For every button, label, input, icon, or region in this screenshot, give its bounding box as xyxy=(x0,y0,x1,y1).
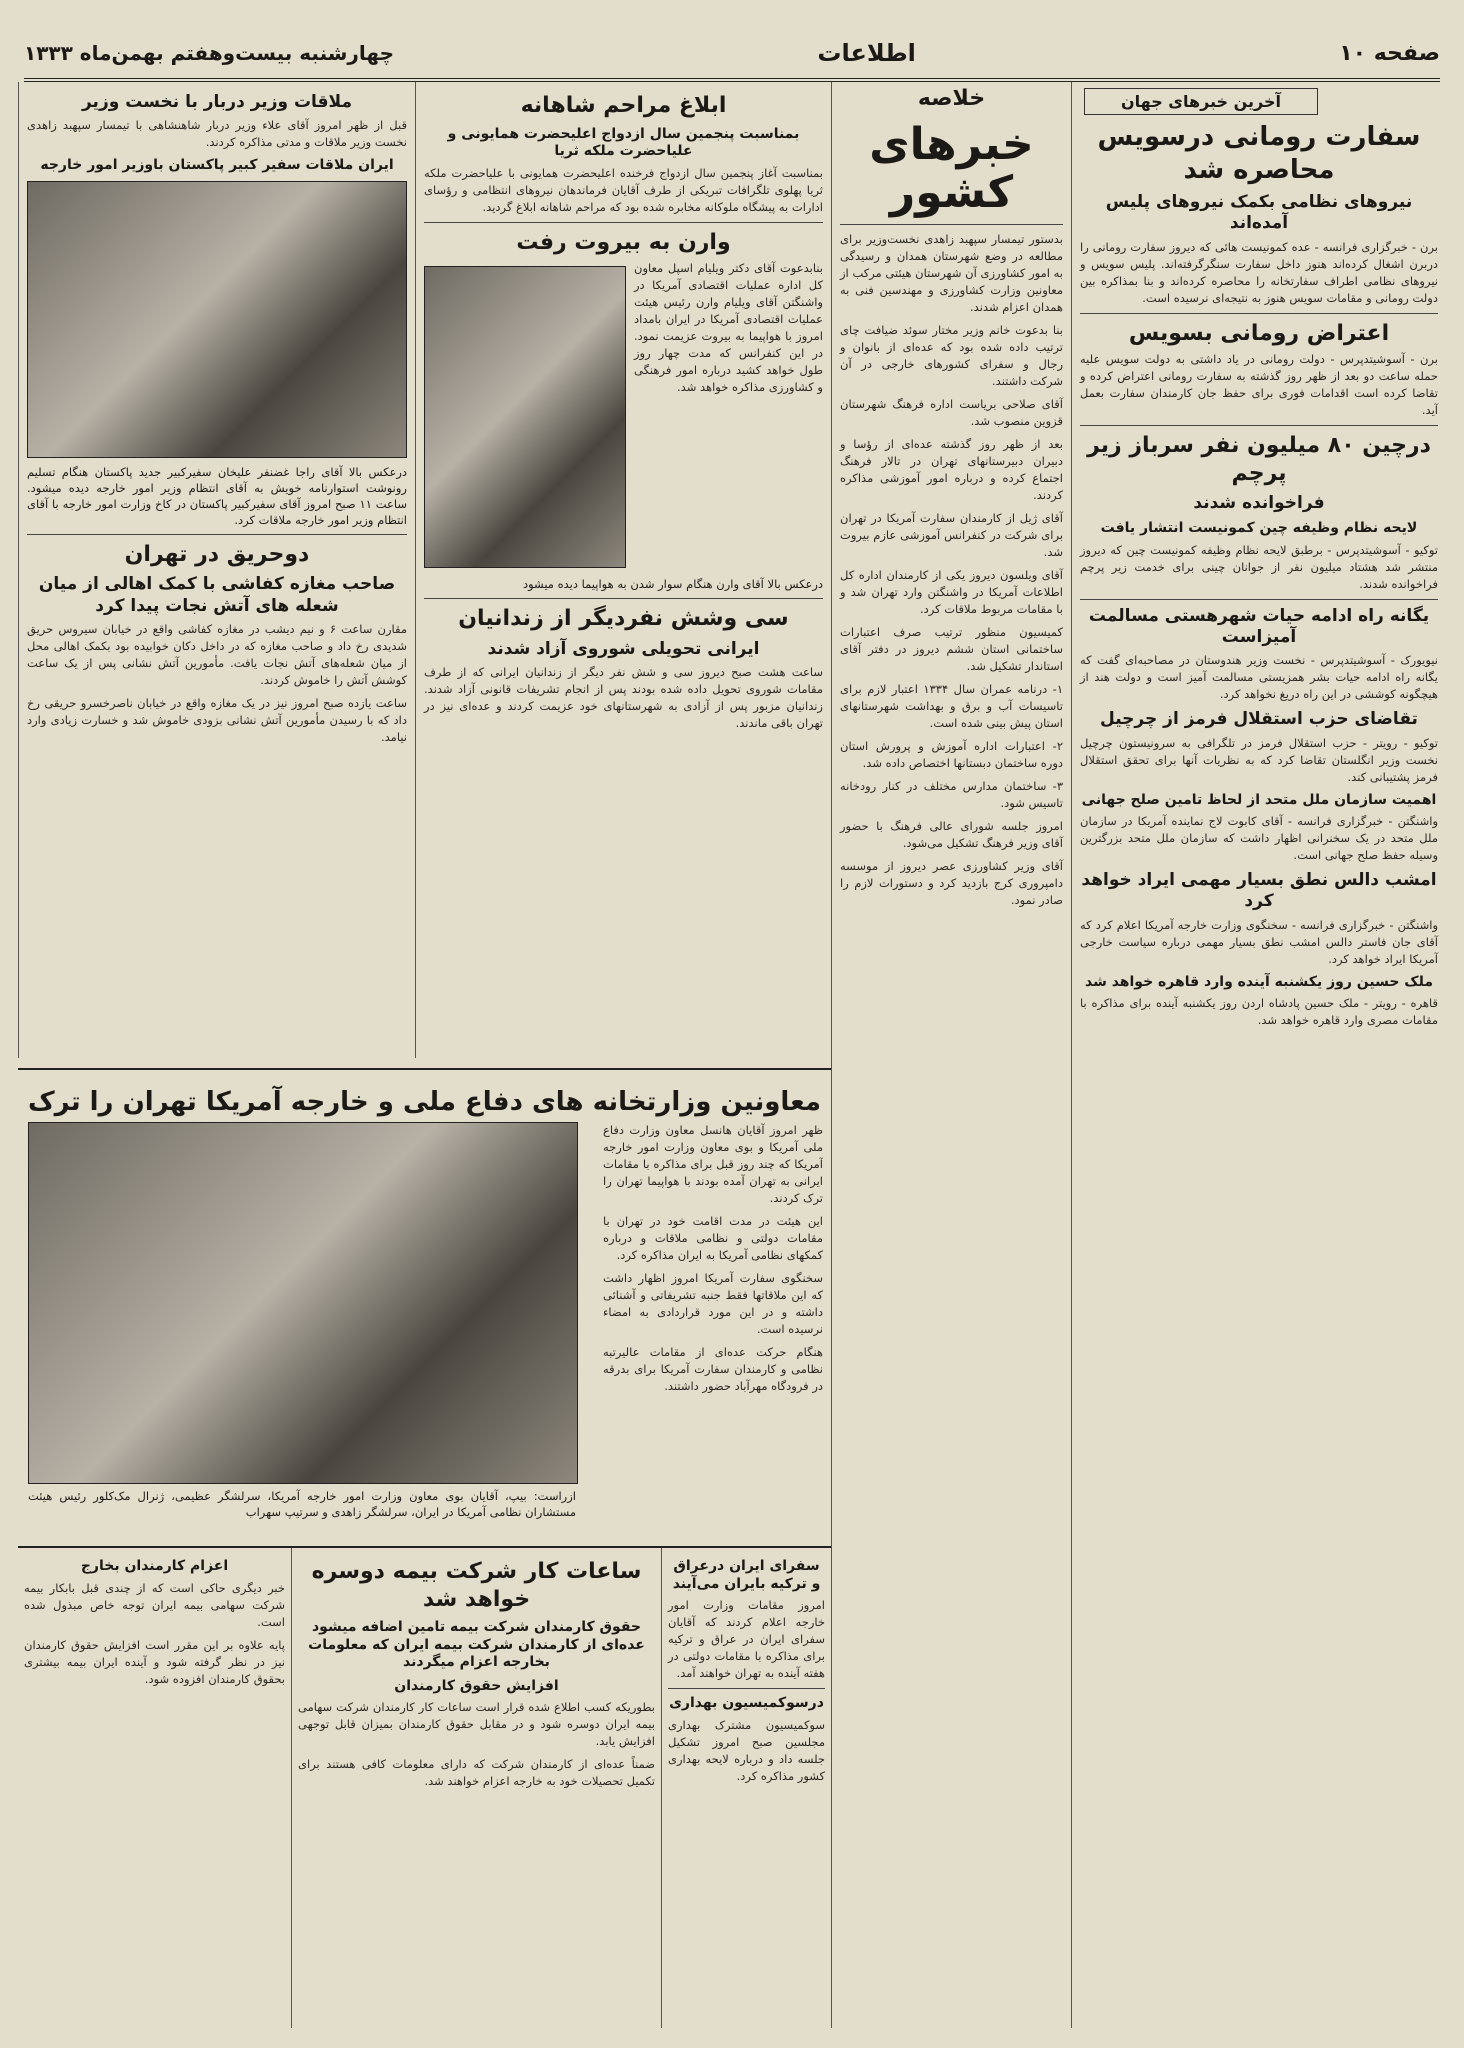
us-officials-text xyxy=(603,1122,823,1540)
article-two-fires: مقارن ساعت ۶ و نیم دیشب در مغازه کفاشی واقع در خیابان سیروس حریق شدیدی رخ داد و صاحب مغازه که در داخل دکان خوابیده بود بکمک اهالی محل از میان شعله‌های آتش نجات یافت. مأمورین آتش نشانی پس از یک ساعت کوشش آتش را خاموش کردند. xyxy=(27,621,407,687)
subhead-romania-embassy: نیروهای نظامی بکمک نیروهای پلیس آمده‌اند xyxy=(1105,192,1413,234)
article-us-officials: ظهر امروز آقایان هانسل معاون وزارت دفاع ملی آمریکا و بوی معاون وزارت امور خارجه آمریکا که چند روز قبل برای مذاکره با مقامات ایرانی به تهران آمده بودند با هواپیما تهران را ترک کردند. xyxy=(603,1123,823,1205)
caption-pakistan-ambassador: درعکس بالا آقای راجا غضنفر علیخان سفیرکبیر جدید پاکستان هنگام تسلیم رونوشت استوارنامه خویش به آقای انتظام وزیر امور خارجه دیده میشود. ساعت ۱۱ صبح امروز آقای سفیرکبیر پاکستان در کاخ وزارت امور خارجه با آقای انتظام وزیر امور خارجه ملاقات کرد. xyxy=(27,464,408,527)
headline-prisoners: سی وشش نفردیگر از زندانیان xyxy=(458,606,789,631)
article-dulles: واشنگتن - خبرگزاری فرانسه - سخنگوی وزارت خارجه آمریکا اعلام کرد که آقای جان فاستر دالس امشب نطق بسیار مهمی درباره سیاست خارجی آمریکا ایراد خواهد کرد. xyxy=(1080,917,1438,966)
newspaper-name: اطلاعات xyxy=(817,39,916,67)
subhead-royal-message: بمناسبت پنجمین سال ازدواج اعلیحضرت همایونی و علیاحضرت ملکه ثریا xyxy=(447,125,800,159)
headline-warren-beirut: وارن به بیروت رفت xyxy=(516,229,731,255)
article-us-officials-3: سخنگوی سفارت آمریکا امروز اظهار داشت که این ملاقاتها فقط جنبه تشریفاتی و آشنائی داشته و در این مورد قراردادی به امضاء نرسیده است. xyxy=(603,1271,823,1336)
headline-staff-abroad: اعزام کارمندان بخارج xyxy=(80,1558,229,1574)
photo-us-officials-airport xyxy=(28,1122,578,1484)
divider xyxy=(668,1688,825,1689)
us-officials-band xyxy=(18,1068,831,1548)
article-warren-beirut: بنابدعوت آقای دکتر ویلیام اسپل معاون کل اداره عملیات اقتصادی آمریکا در واشنگتن آقای ویلیام وارن رئیس هیئت عملیات اقتصادی آمریکا در ایران بامداد امروز با هواپیما به بیروت عزیمت نمود. در این کنفرانس که مدت چهار روز طول خواهد کشید درباره امور فرهنگی و کشاورزی مذاکره خواهد شد. xyxy=(634,261,823,394)
domestic-news-title-small: خلاصه xyxy=(917,86,986,111)
headline-ambassadors: سفرای ایران درعراق و ترکیه بایران می‌آیند xyxy=(672,1558,821,1592)
headline-us-officials: معاونین وزارتخانه های دفاع ملی و خارجه آمریکا تهران را ترک xyxy=(28,1087,821,1117)
staff-abroad-column xyxy=(18,1548,291,2028)
insurance-column xyxy=(291,1548,661,2028)
domestic-item: بعد از ظهر روز گذشته عده‌ای از رؤسا و دبیران دبیرستانهای تهران در تالار فرهنگ اجتماع کرده و درباره امور آموزشی مذاکره کردند. xyxy=(840,436,1063,502)
divider xyxy=(1080,599,1438,600)
article-staff-abroad-2: پایه علاوه بر این مقرر است افزایش حقوق کارمندان نیز در نظر گرفته شود و آینده ایران بیمه بیشتری بحقوق کارمندان افزوده شود. xyxy=(24,1637,285,1686)
royal-news-column xyxy=(415,82,831,1058)
article-health-commission: سوکمیسیون مشترک بهداری مجلسین صبح امروز تشکیل جلسه داد و درباره لایحه بهداری کشور مذاکره کرد. xyxy=(668,1717,825,1783)
world-news-box-title: آخرین خبرهای جهان xyxy=(1084,88,1318,115)
article-formosa: توکیو - رویتر - حزب استقلال فرمز در تلگرافی به سرونیستون چرچیل نخست وزیر انگلستان تقاضا کرد که به نظریات آنها برای تحقق استقلال فرمز پشتیبانی کند. xyxy=(1080,735,1438,784)
article-romania-embassy: برن - خبرگزاری فرانسه - عده کمونیست هائی که دیروز سفارت رومانی را دربرن اشغال کرده‌اند هنوز داخل سفارت سنگرگرفته‌اند. پلیس سویس و نیروهای نظامی اطراف سفارتخانه را محاصره کرده‌اند و بنا بمذاکره بین دولت رومانی و مقامات سویس هنوز به نتیجه‌ای نرسیده است. xyxy=(1080,239,1438,305)
domestic-item: کمیسیون منظور ترتیب صرف اعتبارات ساختمانی استان ششم دیروز در دفتر آقای استاندار تشکیل شد. xyxy=(840,624,1063,673)
divider xyxy=(1080,313,1438,314)
page-number: صفحه ۱۰ xyxy=(1339,40,1440,66)
caption-us-officials: ازراست: بیپ، آقایان بوی معاون وزارت امور خارجه آمریکا، سرلشگر عظیمی، ژنرال مک‌کلور رئیس هیئت مستشاران نظامی آمریکا در ایران، سرلشگر زاهدی و سرتیپ سهراب xyxy=(28,1489,576,1519)
headline-insurance: ساعات کار شرکت بیمه دوسره خواهد شد xyxy=(311,1559,642,1612)
headline-two-fires: دوحریق در تهران xyxy=(124,541,310,567)
domestic-news-title: خبرهای کشور xyxy=(869,119,1034,219)
article-two-fires-2: ساعت یازده صبح امروز نیز در یک مغازه واقع در خیابان ناصرخسرو حریقی رخ داد که با رسیدن مأمورین آتش نشانی بزودی خاموش شد و خسارت زیادی وارد نیامد. xyxy=(27,695,407,744)
divider xyxy=(27,534,407,535)
court-news-column xyxy=(18,82,415,1058)
article-china-draft: توکیو - آسوشیتدپرس - برطبق لایحه نظام وظیفه کمونیست چین که دیروز منتشر شد هشتاد میلیون نفر از جوانان چینی برای خدمت زیر پرچم فراخوانده شدند. xyxy=(1080,542,1438,591)
headline-salary-increase: افزایش حقوق کارمندان xyxy=(394,1677,559,1694)
headline-health-commission: درسوکمیسیون بهداری xyxy=(669,1695,824,1711)
article-un: واشنگتن - خبرگزاری فرانسه - آقای کابوت لاج نماینده آمریکا در سازمان ملل متحد در یک سخنرانی اظهار داشت که سازمان ملل متحد بزرگترین وسیله حفظ صلح جهانی است. xyxy=(1080,814,1438,862)
domestic-item: ۳- ساختمان مدارس مختلف در کنار رودخانه تاسیس شود. xyxy=(840,778,1063,810)
domestic-item: بنا بدعوت خانم وزیر مختار سوئد ضیافت چای ترتیب داده شده بود که عده‌ای از بانوان و رجال و سفرای کشورهای خارجی در آن شرکت داشتند. xyxy=(840,322,1063,388)
divider xyxy=(1080,425,1438,426)
divider xyxy=(424,222,823,223)
headline-royal-message: ابلاغ مراحم شاهانه xyxy=(520,93,727,118)
article-court-minister: قبل از ظهر امروز آقای علاء وزیر دربار شاهنشاهی با تیمسار سپهبد زاهدی نخست وزیر ملاقات و مدتی مذاکره کردند. xyxy=(27,118,407,150)
headline-court-minister: ملاقات وزیر دربار با نخست وزیر xyxy=(81,92,352,112)
headline-king-hussein: ملک حسین روز یکشنبه آینده وارد قاهره خواهد شد xyxy=(1084,973,1434,990)
ambassadors-column xyxy=(661,1548,831,2028)
article-romania-protest: برن - آسوشیتدپرس - دولت رومانی در یاد داشتی به دولت سویس علیه حمله ساعت دو بعد از ظهر روز گذشته به سفارت رومانی اعتراض کرده و تقاضا کرده است اقدامات فوری برای حفظ جان کارمندان سفارت بعمل آید. xyxy=(1080,352,1438,417)
domestic-item: ۲- اعتبارات اداره آموزش و پرورش استان دوره ساختمان دبستانها اختصاص داده شد. xyxy=(840,738,1063,770)
subhead-prisoners: ایرانی تحویلی شوروی آزاد شدند xyxy=(487,638,760,659)
subhead2-china-draft: لایحه نظام وظیفه چین کمونیست انتشار یافت xyxy=(1100,520,1418,537)
headline-romania-protest: اعتراض رومانی بسویس xyxy=(1128,320,1390,346)
domestic-item: ۱- درنامه عمران سال ۱۳۳۴ اعتبار لازم برای تاسیسات آب و برق و بهداشت شهرستانهای استان پیش بینی شده است. xyxy=(840,681,1064,730)
divider xyxy=(840,224,1063,225)
subhead-two-fires: صاحب مغازه کفاشی با کمک اهالی از میان شعله های آتش نجات پیدا کرد xyxy=(38,574,396,616)
photo-pakistan-ambassador xyxy=(27,181,407,458)
headline-formosa: تقاضای حزب استقلال فرمز از چرچیل xyxy=(1100,709,1418,730)
article-coexistence: نیویورک - آسوشیتدپرس - نخست وزیر هندوستان در مصاحبه‌ای گفت که یگانه راه ادامه حیات بشر همزیستی مسالمت آمیز است و دولت هند از هیچگونه کوششی در این راه دریغ نخواهد کرد. xyxy=(1080,653,1438,702)
subhead-insurance: حقوق کارمندان شرکت بیمه تامین اضافه میشود عده‌ای از کارمندان شرکت بیمه ایران که معلومات بخارجه اعزام میگردند xyxy=(308,1619,645,1670)
article-prisoners: ساعت هشت صبح دیروز سی و شش نفر دیگر از زندانیان ایرانی که از طرف مقامات شوروی تحویل داده شده بودند پس از انجام تشریفات قانونی آزاد شدند. زندانیان مزبور پس از آزادی به شهرستانهای خود عزیمت کردند و عده‌ای نیز در تهران باقی ماندند. xyxy=(424,664,823,730)
article-staff-abroad: خبر دیگری حاکی است که از چندی قبل بابکار بیمه شرکت سهامی بیمه ایران توجه خاص مبذول شده است. xyxy=(24,1580,285,1629)
article-insurance-2: ضمناً عده‌ای از کارمندان شرکت که دارای معلومات کافی هستند برای تکمیل تحصیلات خود به خارجه اعزام خواهند شد. xyxy=(298,1757,655,1788)
domestic-item: آقای وزیر کشاورزی عصر دیروز از موسسه دامپروری کرج بازدید کرد و دستورات لازم را صادر نمود. xyxy=(840,858,1063,907)
domestic-news-column xyxy=(831,82,1071,2028)
headline-un: اهمیت سازمان ملل متحد از لحاظ تامین صلح جهانی xyxy=(1081,791,1437,808)
headline-romania-embassy: سفارت رومانی درسویس محاصره شد xyxy=(1097,122,1421,185)
article-us-officials-2: این هیئت در مدت اقامت خود در تهران با مقامات دولتی و نظامی ملاقات و درباره کمکهای نظامی آمریکا به ایران مذاکره کرد. xyxy=(603,1214,823,1262)
headline-pakistan-ambassador: ایران ملاقات سفیر کبیر پاکستان باوزیر امور خارجه xyxy=(40,157,394,174)
domestic-item: آقای ویلسون دیروز یکی از کارمندان اداره کل اطلاعات آمریکا در واشنگتن وارد تهران شد و با مقامات مربوط ملاقات کرد. xyxy=(840,567,1063,616)
article-king-hussein: قاهره - رویتر - ملک حسین پادشاه اردن روز یکشنبه آینده برای مذاکره با مقامات مصری وارد قاهره خواهد شد. xyxy=(1080,996,1438,1027)
headline-dulles: امشب دالس نطق بسیار مهمی ایراد خواهد کرد xyxy=(1081,870,1437,912)
article-royal-message: بمناسبت آغاز پنجمین سال ازدواج فرخنده اعلیحضرت همایونی با علیاحضرت ملکه ثریا پهلوی تلگرافات تبریکی از طرف آقایان فرماندهان نیروهای انتظامی و رؤسای ادارات به پیشگاه ملوکانه مخابره شده بود که مراحم شاهانه ابلاغ گردید. xyxy=(424,165,823,214)
caption-warren: درعکس بالا آقای وارن هنگام سوار شدن به هواپیما دیده میشود xyxy=(523,577,823,591)
domestic-item: بدستور تیمسار سپهبد زاهدی نخست‌وزیر برای مطالعه در وضع شهرستان همدان و رسیدگی به امور کشاورزی آن شهرستان هیئتی مرکب از معاونین وزارت کشاورزی و مهندسین فنی به همدان اعزام شدند. xyxy=(840,231,1063,314)
article-us-officials-4: هنگام حرکت عده‌ای از مقامات عالیرتبه نظامی و کارمندان سفارت آمریکا برای بدرقه در فرودگاه مهرآباد حضور داشتند. xyxy=(603,1345,823,1393)
article-ambassadors: امروز مقامات وزارت امور خارجه اعلام کردند که آقایان سفرای ایران در عراق و ترکیه برای مذاکره با مقامات دولتی در هفته آینده به تهران خواهند آمد. xyxy=(668,1598,825,1680)
domestic-item: آقای ژیل از کارمندان سفارت آمریکا در تهران برای شرکت در کنفرانس آموزشی عازم بیروت شد. xyxy=(840,510,1063,559)
divider xyxy=(424,598,823,599)
headline-coexistence: یگانه راه ادامه حیات شهرهستی مسالمت آمیزاست xyxy=(1088,605,1430,647)
masthead xyxy=(24,28,1440,82)
issue-date: چهارشنبه بیست‌وهفتم بهمن‌ماه ۱۳۳۳ xyxy=(24,41,395,65)
subhead-china-draft: فراخوانده شدند xyxy=(1193,493,1325,513)
bottom-section xyxy=(18,1548,831,2028)
article-insurance: بطوریکه کسب اطلاع شده قرار است ساعات کار کارمندان شرکت سهامی بیمه ایران دوسره شود و در مقابل حقوق کارمندان بمیزان قابل توجهی افزایش یابد. xyxy=(298,1700,655,1748)
domestic-item: امروز جلسه شورای عالی فرهنگ با حضور آقای وزیر فرهنگ تشکیل می‌شود. xyxy=(840,818,1063,850)
headline-china-draft: درچین ۸۰ میلیون نفر سرباز زیر پرچم xyxy=(1087,433,1431,486)
domestic-item: آقای صلاحی بریاست اداره فرهنگ شهرستان قزوین منصوب شد. xyxy=(840,396,1063,428)
world-news-column xyxy=(1071,82,1446,2028)
photo-warren-airplane xyxy=(424,266,626,568)
